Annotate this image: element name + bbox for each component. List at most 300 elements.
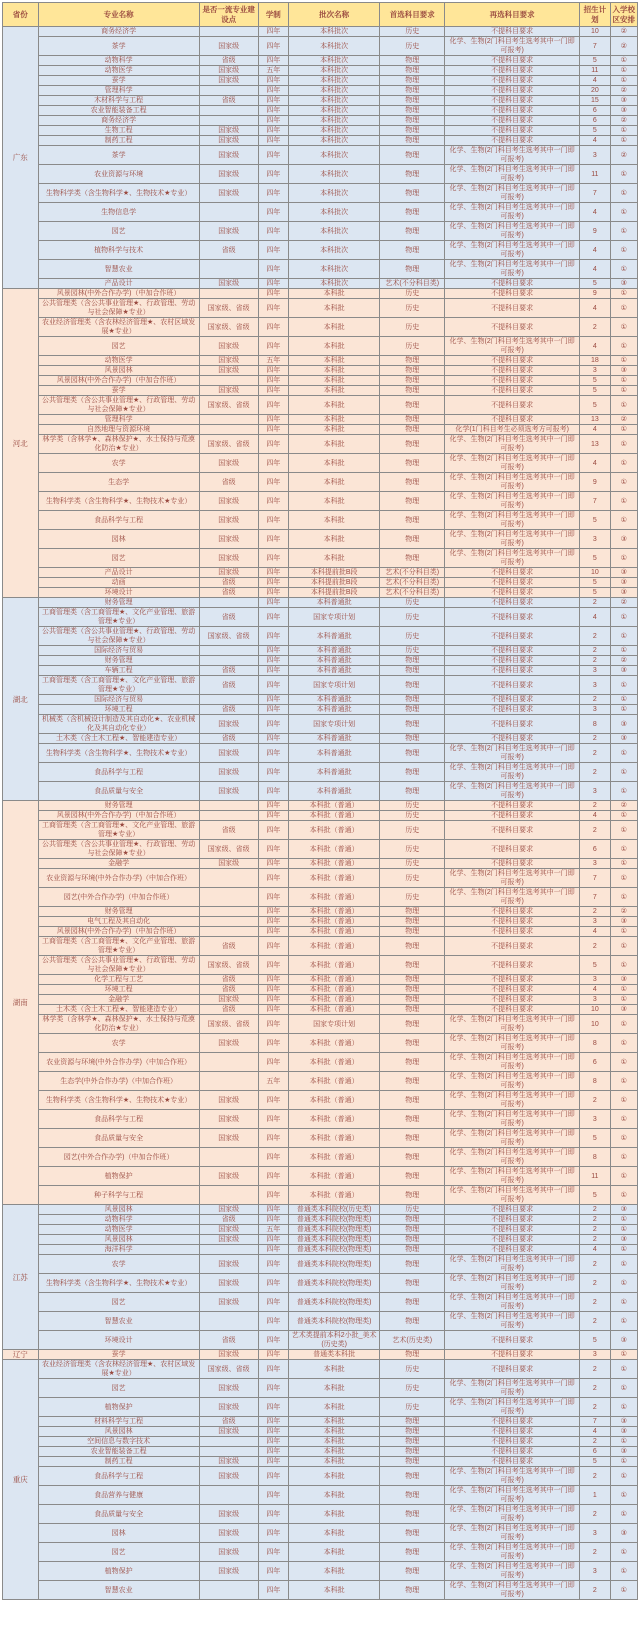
major-cell: 动物医学	[38, 356, 199, 366]
plan-cell: 5	[580, 1186, 610, 1205]
campus-cell: ①	[610, 1129, 637, 1148]
major-cell: 木材科学与工程	[38, 96, 199, 106]
duration-cell: 五年	[258, 1072, 288, 1091]
table-row	[3, 1447, 638, 1457]
batch-cell: 国家专项计划	[289, 1015, 380, 1034]
batch-cell: 本科批	[289, 425, 380, 435]
major-cell: 植物保护	[38, 1167, 199, 1186]
table-row	[3, 1398, 638, 1417]
duration-cell: 四年	[258, 646, 288, 656]
batch-cell: 本科批次	[289, 165, 380, 184]
batch-cell: 本科批（普通）	[289, 801, 380, 811]
duration-cell: 四年	[258, 744, 288, 763]
batch-cell: 本科批次	[289, 116, 380, 126]
major-cell: 农业智能装备工程	[38, 106, 199, 116]
reselect-subject-cell: 化学、生物(2门科目考生选考其中一门即可报考)	[445, 1274, 580, 1293]
plan-cell: 6	[580, 1053, 610, 1072]
reselect-subject-cell: 化学、生物(2门科目考生选考其中一门即可报考)	[445, 337, 580, 356]
plan-cell: 4	[580, 927, 610, 937]
level-cell: 国家级	[199, 1398, 258, 1417]
reselect-subject-cell: 化学、生物(2门科目考生选考其中一门即可报考)	[445, 1034, 580, 1053]
reselect-subject-cell: 化学、生物(2门科目考生选考其中一门即可报考)	[445, 511, 580, 530]
plan-cell: 9	[580, 222, 610, 241]
first-subject-cell: 历史	[380, 811, 445, 821]
table-row	[3, 656, 638, 666]
duration-cell: 四年	[258, 715, 288, 734]
table-row	[3, 859, 638, 869]
campus-cell: ①	[610, 869, 637, 888]
table-row	[3, 289, 638, 299]
duration-cell: 四年	[258, 1417, 288, 1427]
level-cell: 省级	[199, 676, 258, 695]
batch-cell: 本科批次	[289, 146, 380, 165]
plan-cell: 11	[580, 1167, 610, 1186]
reselect-subject-cell: 化学、生物(2门科目考生选考其中一门即可报考)	[445, 1379, 580, 1398]
major-cell: 种子科学与工程	[38, 1186, 199, 1205]
reselect-subject-cell: 不提科目要求	[445, 1427, 580, 1437]
first-subject-cell: 物理	[380, 511, 445, 530]
reselect-subject-cell: 不提科目要求	[445, 568, 580, 578]
major-cell: 蚕学	[38, 386, 199, 396]
plan-cell: 6	[580, 840, 610, 859]
major-cell: 管理科学	[38, 415, 199, 425]
duration-cell: 四年	[258, 203, 288, 222]
level-cell: 国家级	[199, 1562, 258, 1581]
campus-cell: ①	[610, 425, 637, 435]
campus-cell: ②	[610, 37, 637, 56]
table-row	[3, 821, 638, 840]
level-cell: 国家级	[199, 279, 258, 289]
level-cell: 省级	[199, 96, 258, 106]
reselect-subject-cell: 不提科目要求	[445, 801, 580, 811]
reselect-subject-cell: 化学、生物(2门科目考生选考其中一门即可报考)	[445, 1562, 580, 1581]
plan-cell: 4	[580, 811, 610, 821]
reselect-subject-cell: 不提科目要求	[445, 76, 580, 86]
batch-cell: 普通类本科院校(历史类)	[289, 1205, 380, 1215]
level-cell	[199, 888, 258, 907]
campus-cell: ③	[610, 1235, 637, 1245]
plan-cell: 13	[580, 435, 610, 454]
campus-cell: ①	[610, 126, 637, 136]
campus-cell: ①	[610, 165, 637, 184]
reselect-subject-cell: 化学、生物(2门科目考生选考其中一门即可报考)	[445, 203, 580, 222]
plan-cell: 10	[580, 1005, 610, 1015]
major-cell: 园艺	[38, 549, 199, 568]
level-cell: 省级	[199, 975, 258, 985]
plan-cell: 3	[580, 146, 610, 165]
batch-cell: 本科普通批	[289, 656, 380, 666]
batch-cell: 普通类本科院校(物理类)	[289, 1312, 380, 1331]
campus-cell: ①	[610, 1186, 637, 1205]
batch-cell: 普通类本科院校(物理类)	[289, 1215, 380, 1225]
level-cell: 国家级	[199, 995, 258, 1005]
level-cell: 国家级	[199, 1167, 258, 1186]
campus-cell: ③	[610, 106, 637, 116]
plan-cell: 15	[580, 96, 610, 106]
plan-cell: 2	[580, 1312, 610, 1331]
first-subject-cell: 历史	[380, 869, 445, 888]
first-subject-cell: 物理	[380, 146, 445, 165]
major-cell: 生物工程	[38, 126, 199, 136]
level-cell: 国家级	[199, 66, 258, 76]
batch-cell: 本科批（普通）	[289, 956, 380, 975]
table-row	[3, 869, 638, 888]
major-cell: 生物科学类（含生物科学★、生物技术★专业）	[38, 744, 199, 763]
plan-cell: 3	[580, 975, 610, 985]
first-subject-cell: 物理	[380, 1015, 445, 1034]
plan-cell: 2	[580, 598, 610, 608]
batch-cell: 本科普通批	[289, 646, 380, 656]
duration-cell: 四年	[258, 1457, 288, 1467]
plan-cell: 5	[580, 376, 610, 386]
level-cell	[199, 1186, 258, 1205]
major-cell: 食品质量与安全	[38, 1505, 199, 1524]
batch-cell: 本科批次	[289, 27, 380, 37]
reselect-subject-cell: 不提科目要求	[445, 96, 580, 106]
campus-cell: ①	[610, 203, 637, 222]
batch-cell: 国家专项计划	[289, 608, 380, 627]
first-subject-cell: 物理	[380, 1350, 445, 1360]
duration-cell: 四年	[258, 366, 288, 376]
level-cell: 省级	[199, 1331, 258, 1350]
duration-cell: 四年	[258, 1543, 288, 1562]
first-subject-cell: 历史	[380, 840, 445, 859]
level-cell: 省级	[199, 1215, 258, 1225]
duration-cell: 四年	[258, 56, 288, 66]
batch-cell: 本科普通批	[289, 744, 380, 763]
level-cell: 国家级	[199, 1225, 258, 1235]
plan-cell: 2	[580, 695, 610, 705]
plan-cell: 4	[580, 454, 610, 473]
campus-cell: ①	[610, 821, 637, 840]
batch-cell: 本科批	[289, 299, 380, 318]
reselect-subject-cell: 化学、生物(2门科目考生选考其中一门即可报考)	[445, 763, 580, 782]
reselect-subject-cell: 不提科目要求	[445, 1245, 580, 1255]
level-cell	[199, 598, 258, 608]
table-row	[3, 366, 638, 376]
first-subject-cell: 艺术(不分科目类)	[380, 578, 445, 588]
campus-cell: ③	[610, 588, 637, 598]
level-cell	[199, 289, 258, 299]
major-cell: 风景园林	[38, 366, 199, 376]
campus-cell: ①	[610, 608, 637, 627]
major-cell: 智慧农业	[38, 1581, 199, 1600]
plan-cell: 5	[580, 578, 610, 588]
campus-cell: ①	[610, 435, 637, 454]
plan-cell: 2	[580, 1581, 610, 1600]
plan-cell: 2	[580, 1274, 610, 1293]
campus-cell: ①	[610, 376, 637, 386]
table-row	[3, 1293, 638, 1312]
batch-cell: 本科批（普通）	[289, 1129, 380, 1148]
duration-cell: 四年	[258, 86, 288, 96]
reselect-subject-cell: 化学、生物(2门科目考生选考其中一门即可报考)	[445, 1186, 580, 1205]
level-cell	[199, 1148, 258, 1167]
level-cell: 省级	[199, 821, 258, 840]
batch-cell: 本科普通批	[289, 695, 380, 705]
plan-cell: 3	[580, 666, 610, 676]
major-cell: 园艺(中外合作办学)（中加合作班）	[38, 888, 199, 907]
duration-cell: 四年	[258, 146, 288, 165]
table-row	[3, 37, 638, 56]
campus-cell: ①	[610, 859, 637, 869]
major-cell: 国际经济与贸易	[38, 695, 199, 705]
reselect-subject-cell: 不提科目要求	[445, 821, 580, 840]
plan-cell: 5	[580, 1129, 610, 1148]
level-cell: 省级	[199, 1005, 258, 1015]
campus-cell: ①	[610, 337, 637, 356]
major-cell: 化学工程与工艺	[38, 975, 199, 985]
campus-cell: ①	[610, 1350, 637, 1360]
major-cell: 国际经济与贸易	[38, 646, 199, 656]
duration-cell: 四年	[258, 116, 288, 126]
table-row	[3, 136, 638, 146]
campus-cell: ①	[610, 1312, 637, 1331]
duration-cell: 四年	[258, 473, 288, 492]
campus-cell: ①	[610, 473, 637, 492]
reselect-subject-cell: 不提科目要求	[445, 1215, 580, 1225]
duration-cell: 四年	[258, 1186, 288, 1205]
table-row	[3, 106, 638, 116]
major-cell: 土木类（含土木工程★、智能建造专业）	[38, 1005, 199, 1015]
duration-cell: 四年	[258, 37, 288, 56]
duration-cell: 四年	[258, 907, 288, 917]
table-row	[3, 279, 638, 289]
reselect-subject-cell: 不提科目要求	[445, 646, 580, 656]
campus-cell: ①	[610, 549, 637, 568]
major-cell: 农学	[38, 454, 199, 473]
major-cell: 产品设计	[38, 279, 199, 289]
plan-cell: 2	[580, 1205, 610, 1215]
duration-cell: 四年	[258, 106, 288, 116]
duration-cell: 五年	[258, 1225, 288, 1235]
table-row	[3, 549, 638, 568]
batch-cell: 本科批（普通）	[289, 1110, 380, 1129]
first-subject-cell: 艺术(不分科目类)	[380, 568, 445, 578]
campus-cell: ①	[610, 763, 637, 782]
major-cell: 林学类（含林学★、森林保护★、水土保持与荒漠化防治★专业）	[38, 1015, 199, 1034]
first-subject-cell: 历史	[380, 27, 445, 37]
batch-cell: 国家专项计划	[289, 676, 380, 695]
first-subject-cell: 历史	[380, 1379, 445, 1398]
campus-cell: ②	[610, 801, 637, 811]
campus-cell: ②	[610, 27, 637, 37]
batch-cell: 本科批	[289, 356, 380, 366]
reselect-subject-cell: 化学、生物(2门科目考生选考其中一门即可报考)	[445, 473, 580, 492]
table-row	[3, 763, 638, 782]
first-subject-cell: 物理	[380, 1215, 445, 1225]
campus-cell: ③	[610, 1005, 637, 1015]
reselect-subject-cell: 不提科目要求	[445, 356, 580, 366]
table-row	[3, 1167, 638, 1186]
plan-cell: 5	[580, 126, 610, 136]
plan-cell: 3	[580, 366, 610, 376]
level-cell: 国家级	[199, 454, 258, 473]
major-cell: 环境工程	[38, 985, 199, 995]
batch-cell: 本科批（普通）	[289, 1186, 380, 1205]
plan-cell: 2	[580, 1543, 610, 1562]
first-subject-cell: 物理	[380, 666, 445, 676]
major-cell: 动物科学	[38, 56, 199, 66]
first-subject-cell: 物理	[380, 1581, 445, 1600]
first-subject-cell: 物理	[380, 126, 445, 136]
table-row	[3, 937, 638, 956]
batch-cell: 本科批	[289, 337, 380, 356]
table-row	[3, 1581, 638, 1600]
major-cell: 材料科学与工程	[38, 1417, 199, 1427]
first-subject-cell: 历史	[380, 337, 445, 356]
province-cell: 湖南	[3, 801, 39, 1205]
major-cell: 农业资源与环境	[38, 165, 199, 184]
reselect-subject-cell: 化学、生物(2门科目考生选考其中一门即可报考)	[445, 1398, 580, 1417]
major-cell: 工商管理类（含工商管理★、文化产业管理、旅游管理★专业）	[38, 937, 199, 956]
batch-cell: 本科批（普通）	[289, 1034, 380, 1053]
plan-cell: 2	[580, 763, 610, 782]
campus-cell: ①	[610, 1072, 637, 1091]
reselect-subject-cell: 不提科目要求	[445, 840, 580, 859]
batch-cell: 本科批（普通）	[289, 1167, 380, 1186]
plan-cell: 4	[580, 136, 610, 146]
plan-cell: 2	[580, 1091, 610, 1110]
level-cell: 省级	[199, 578, 258, 588]
duration-cell: 四年	[258, 608, 288, 627]
level-cell: 国家级	[199, 146, 258, 165]
campus-cell: ①	[610, 1034, 637, 1053]
level-cell	[199, 801, 258, 811]
major-cell: 动画	[38, 578, 199, 588]
duration-cell: 四年	[258, 279, 288, 289]
batch-cell: 本科批（普通）	[289, 975, 380, 985]
major-cell: 生物科学类（含生物科学★、生物技术★专业）	[38, 1091, 199, 1110]
batch-cell: 本科普通批	[289, 782, 380, 801]
major-cell: 智慧农业	[38, 260, 199, 279]
level-cell: 省级	[199, 588, 258, 598]
table-row	[3, 608, 638, 627]
table-row	[3, 1331, 638, 1350]
batch-cell: 本科批	[289, 1505, 380, 1524]
first-subject-cell: 物理	[380, 435, 445, 454]
batch-cell: 本科批（普通）	[289, 995, 380, 1005]
plan-cell: 2	[580, 646, 610, 656]
duration-cell: 四年	[258, 396, 288, 415]
batch-cell: 本科批	[289, 396, 380, 415]
first-subject-cell: 历史	[380, 821, 445, 840]
table-row	[3, 415, 638, 425]
level-cell: 国家级	[199, 744, 258, 763]
major-cell: 风景园林	[38, 1427, 199, 1437]
duration-cell: 四年	[258, 1110, 288, 1129]
reselect-subject-cell: 不提科目要求	[445, 86, 580, 96]
first-subject-cell: 历史	[380, 598, 445, 608]
batch-cell: 本科批（普通）	[289, 907, 380, 917]
first-subject-cell: 物理	[380, 985, 445, 995]
reselect-subject-cell: 不提科目要求	[445, 1360, 580, 1379]
plan-cell: 2	[580, 1293, 610, 1312]
reselect-subject-cell: 不提科目要求	[445, 1457, 580, 1467]
batch-cell: 普通类本科院校(物理类)	[289, 1235, 380, 1245]
reselect-subject-cell: 不提科目要求	[445, 396, 580, 415]
duration-cell: 四年	[258, 1015, 288, 1034]
duration-cell: 四年	[258, 1467, 288, 1486]
major-cell: 食品科学与工程	[38, 511, 199, 530]
first-subject-cell: 历史	[380, 608, 445, 627]
reselect-subject-cell: 不提科目要求	[445, 299, 580, 318]
duration-cell: 四年	[258, 956, 288, 975]
level-cell	[199, 27, 258, 37]
reselect-subject-cell: 不提科目要求	[445, 126, 580, 136]
plan-cell: 8	[580, 1072, 610, 1091]
batch-cell: 本科批次	[289, 56, 380, 66]
level-cell	[199, 376, 258, 386]
campus-cell: ①	[610, 995, 637, 1005]
campus-cell: ①	[610, 1505, 637, 1524]
table-row	[3, 1205, 638, 1215]
first-subject-cell: 物理	[380, 86, 445, 96]
plan-cell: 8	[580, 715, 610, 734]
reselect-subject-cell: 化学、生物(2门科目考生选考其中一门即可报考)	[445, 1524, 580, 1543]
major-cell: 商务经济学	[38, 116, 199, 126]
batch-cell: 本科批	[289, 386, 380, 396]
table-row	[3, 337, 638, 356]
batch-cell: 本科批次	[289, 260, 380, 279]
table-row	[3, 985, 638, 995]
major-cell: 动物医学	[38, 66, 199, 76]
plan-cell: 2	[580, 1437, 610, 1447]
reselect-subject-cell: 不提科目要求	[445, 927, 580, 937]
column-header-1: 专业名称	[38, 3, 199, 27]
campus-cell: ①	[610, 1581, 637, 1600]
campus-cell: ①	[610, 1091, 637, 1110]
level-cell: 国家级	[199, 1091, 258, 1110]
duration-cell: 四年	[258, 1148, 288, 1167]
table-row	[3, 492, 638, 511]
reselect-subject-cell: 化学、生物(2门科目考生选考其中一门即可报考)	[445, 454, 580, 473]
plan-cell: 6	[580, 1447, 610, 1457]
first-subject-cell: 物理	[380, 96, 445, 106]
level-cell: 国家级	[199, 1235, 258, 1245]
duration-cell: 四年	[258, 695, 288, 705]
reselect-subject-cell: 不提科目要求	[445, 715, 580, 734]
level-cell: 国家级	[199, 1350, 258, 1360]
table-row	[3, 811, 638, 821]
first-subject-cell: 物理	[380, 1235, 445, 1245]
duration-cell: 四年	[258, 627, 288, 646]
duration-cell: 四年	[258, 386, 288, 396]
duration-cell: 四年	[258, 821, 288, 840]
campus-cell: ①	[610, 1398, 637, 1417]
major-cell: 工商管理类（含工商管理★、文化产业管理、旅游管理★专业）	[38, 676, 199, 695]
first-subject-cell: 物理	[380, 386, 445, 396]
level-cell: 国家级	[199, 1427, 258, 1437]
plan-cell: 2	[580, 1235, 610, 1245]
first-subject-cell: 物理	[380, 1005, 445, 1015]
table-row	[3, 1015, 638, 1034]
first-subject-cell: 历史	[380, 37, 445, 56]
campus-cell: ②	[610, 415, 637, 425]
level-cell: 国家级、省级	[199, 627, 258, 646]
duration-cell: 四年	[258, 588, 288, 598]
reselect-subject-cell: 不提科目要求	[445, 956, 580, 975]
reselect-subject-cell: 化学、生物(2门科目考生选考其中一门即可报考)	[445, 1129, 580, 1148]
first-subject-cell: 物理	[380, 1072, 445, 1091]
level-cell	[199, 1053, 258, 1072]
column-header-8: 入学校区安排	[610, 3, 637, 27]
level-cell: 省级	[199, 56, 258, 66]
duration-cell: 四年	[258, 676, 288, 695]
duration-cell: 四年	[258, 222, 288, 241]
major-cell: 风景园林(中外合作办学)（中加合作班）	[38, 289, 199, 299]
plan-cell: 9	[580, 473, 610, 492]
